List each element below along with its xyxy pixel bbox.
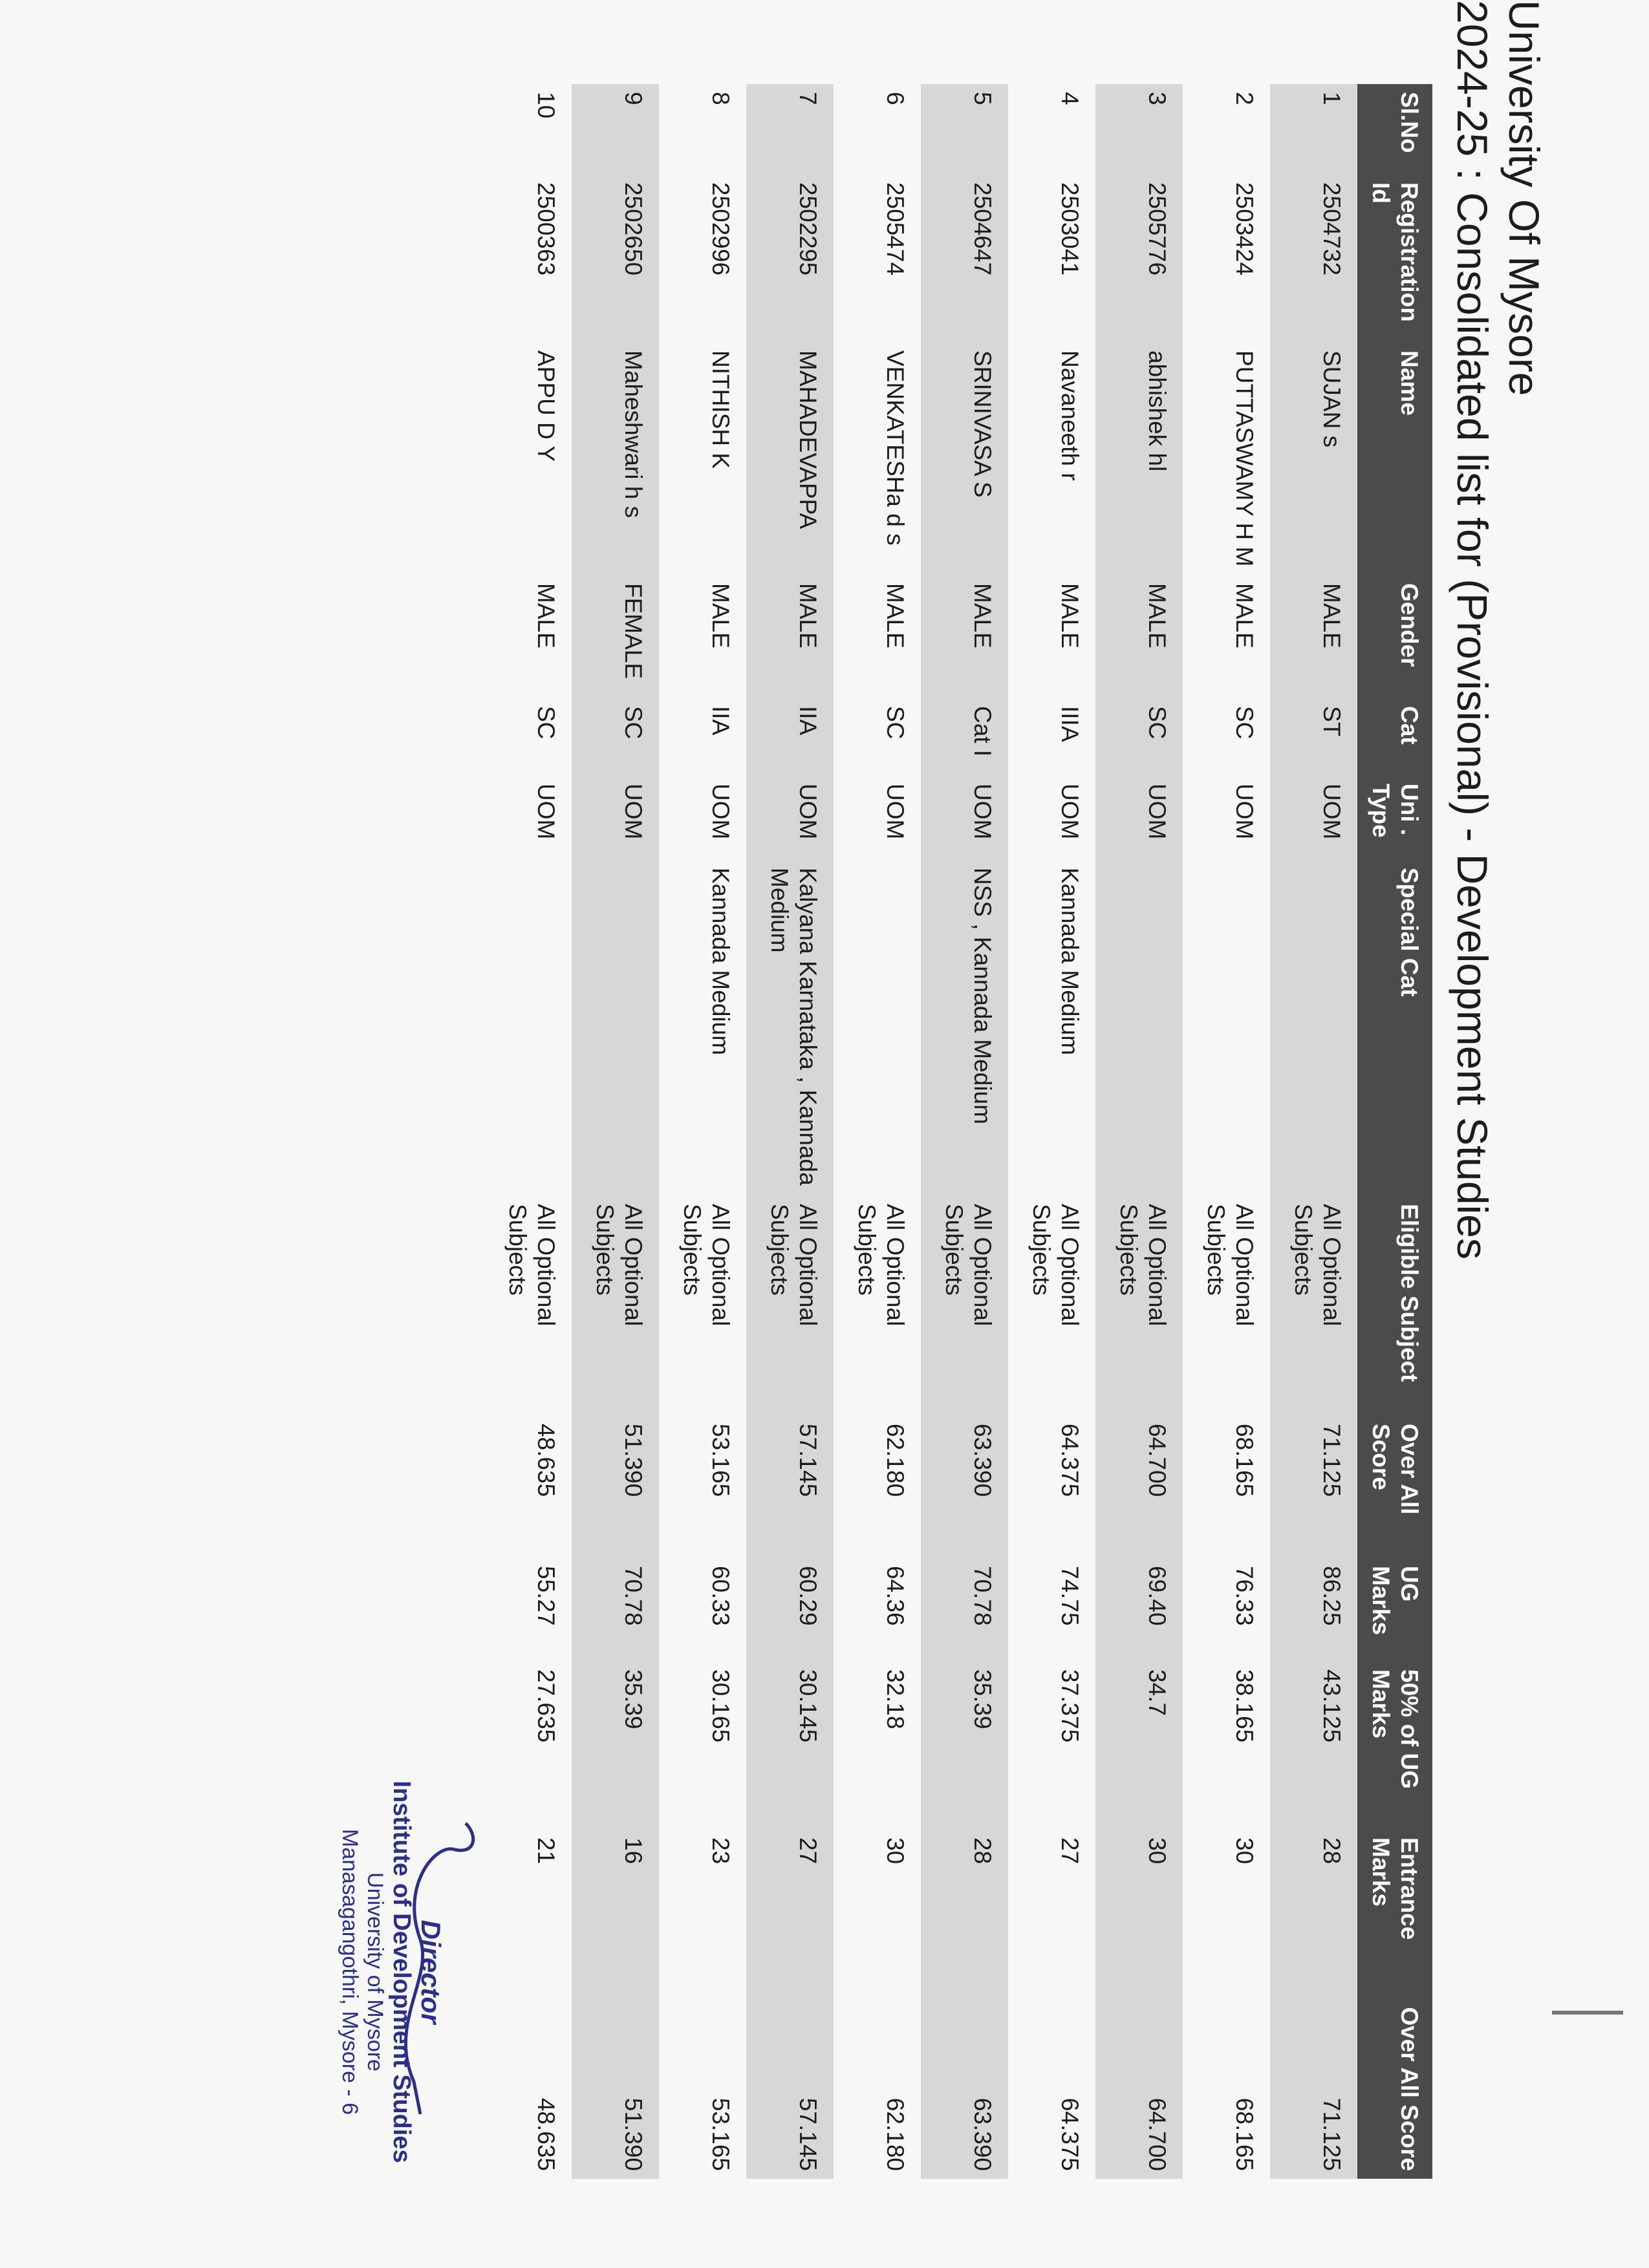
column-header: Cat [1357,698,1432,776]
table-row [834,84,921,2179]
table-cell: 68.165 [1231,1424,1258,1497]
stamp-director: Director [416,1920,446,2024]
table-cell: UOM [1319,784,1345,840]
table-cell: 28 [1319,1837,1345,1865]
table-cell: 23 [707,1837,734,1865]
table-cell: 70.78 [969,1566,996,1626]
table-cell: 2504647 [969,182,996,276]
table-cell: UOM [707,784,734,840]
table-cell: 62.180 [882,2097,909,2171]
table-cell: 63.390 [969,1424,996,1497]
table-row [1008,84,1095,2179]
table-cell: 64.700 [1144,1424,1170,1497]
table-cell: PUTTASWAMY H M [1231,350,1258,567]
table-cell: UOM [1231,784,1258,840]
table-cell: 7 [795,92,821,105]
table-cell: All Optional Subjects [766,1204,821,1327]
table-cell: 51.390 [620,2097,647,2171]
table-cell: SUJAN s [1319,350,1345,448]
merit-list-table [484,84,1432,2179]
column-header: Name [1357,343,1432,575]
table-cell: SC [533,706,559,740]
table-cell: 53.165 [707,2097,734,2171]
table-cell: 2504732 [1319,182,1345,276]
table-cell: NITHISH K [707,350,734,469]
table-cell: UOM [969,784,996,840]
table-cell: IIA [795,706,821,736]
table-cell: 60.33 [707,1566,734,1626]
table-cell: Kalyana Karnataka , Kannada Medium [766,868,821,1186]
table-cell: 64.700 [1144,2097,1170,2171]
table-cell: 76.33 [1231,1566,1258,1626]
table-cell: 71.125 [1319,2097,1345,2171]
table-cell: MALE [707,583,734,648]
table-cell: 53.165 [707,1424,734,1497]
table-cell: MALE [1057,583,1083,648]
table-cell: 69.40 [1144,1566,1170,1626]
table-cell: 2505776 [1144,182,1170,276]
table-cell: MALE [1319,583,1345,648]
table-cell: UOM [620,784,647,840]
stamp-university: University of Mysore [363,1872,387,2071]
table-cell: MALE [1231,583,1258,648]
table-cell: 4 [1057,92,1083,105]
table-cell: Navaneeth r [1057,350,1083,481]
table-row [1095,84,1183,2179]
table-cell [1270,860,1357,1196]
table-cell: APPU D Y [533,350,559,462]
table-cell: 68.165 [1231,2097,1258,2171]
table-cell: 2500363 [533,182,559,276]
table-row [572,84,659,2179]
table-cell: 30 [882,1837,909,1865]
table-row [746,84,834,2179]
column-header: Eligible Subject [1357,1196,1432,1416]
column-header: Sl.No [1357,84,1432,175]
table-cell [1183,860,1270,1196]
table-cell: 2503041 [1057,182,1083,276]
table-cell: 64.375 [1057,1424,1083,1497]
table-cell: FEMALE [620,583,647,679]
table-cell: SC [882,706,909,740]
table-cell: MAHADEVAPPA [795,350,821,530]
table-cell: Kannada Medium [707,868,734,1056]
university-title: University Of Mysore [1500,0,1548,396]
table-cell: 28 [969,1837,996,1865]
column-header: Special Cat [1357,860,1432,1196]
director-stamp [337,1746,504,2198]
table-cell: 55.27 [533,1566,559,1626]
table-cell: 27.635 [533,1669,559,1743]
column-header: Uni . Type [1357,776,1432,860]
table-header-row [1357,84,1432,2179]
table-cell: ST [1319,706,1345,737]
table-cell: Kannada Medium [1057,868,1083,1056]
column-header: Entrance Marks [1357,1830,1432,1985]
table-cell: 9 [620,92,647,105]
table-cell: 35.39 [969,1669,996,1729]
table-cell: IIA [707,706,734,736]
table-cell: 2502650 [620,182,647,276]
table-cell: 30.145 [795,1669,821,1743]
table-cell: VENKATESHa d s [882,350,909,546]
table-cell: 34.7 [1144,1669,1170,1717]
table-cell: 57.145 [795,1424,821,1497]
table-row [1270,84,1357,2179]
table-cell: 37.375 [1057,1669,1083,1743]
table-cell: NSS , Kannada Medium [969,868,996,1124]
table-cell: MALE [882,583,909,648]
table-cell: 43.125 [1319,1669,1345,1743]
table-cell: MALE [533,583,559,648]
table-cell: 27 [795,1837,821,1865]
table-cell: SC [1231,706,1258,740]
table-cell: 51.390 [620,1424,647,1497]
table-row [659,84,746,2179]
table-cell: 10 [533,92,559,119]
column-header: Registration Id [1357,175,1432,343]
column-header: Over All Score [1357,1985,1432,2179]
table-cell: UOM [533,784,559,840]
table-cell: All Optional Subjects [1290,1204,1345,1327]
table-row [921,84,1008,2179]
table-cell: SRINIVASA S [969,350,996,498]
table-cell: 2505474 [882,182,909,276]
table-cell: abhishek hl [1144,350,1170,472]
table-cell: 64.375 [1057,2097,1083,2171]
table-cell: All Optional Subjects [679,1204,734,1327]
table-cell: All Optional Subjects [854,1204,909,1327]
table-cell: 74.75 [1057,1566,1083,1626]
table-cell [1095,860,1183,1196]
scan-mark [1552,2011,1623,2015]
table-cell: 30 [1231,1837,1258,1865]
table-cell: UOM [1144,784,1170,840]
table-cell: All Optional Subjects [1116,1204,1170,1327]
table-cell: 35.39 [620,1669,647,1729]
table-cell: 3 [1144,92,1170,105]
table-cell: 16 [620,1837,647,1865]
table-cell: 21 [533,1837,559,1865]
table-cell: 63.390 [969,2097,996,2171]
table-cell: UOM [795,784,821,840]
table-cell: 2503424 [1231,182,1258,276]
table-cell: 27 [1057,1837,1083,1865]
table-cell: UOM [1057,784,1083,840]
table-row [1183,84,1270,2179]
table-cell: 6 [882,92,909,105]
table-cell: 2 [1231,92,1258,105]
column-header: UG Marks [1357,1558,1432,1662]
table-cell: 64.36 [882,1566,909,1626]
list-title: 2024-25 : Consolidated list for (Provisional) - Development Studies [1449,0,1496,1259]
table-cell: SC [1144,706,1170,740]
table-cell: 30.165 [707,1669,734,1743]
table-cell: 48.635 [533,2097,559,2171]
table-cell: All Optional Subjects [1203,1204,1258,1327]
table-cell: 38.165 [1231,1669,1258,1743]
table-body [484,84,1357,2179]
table-cell: 5 [969,92,996,105]
table-cell: 57.145 [795,2097,821,2171]
table-cell: 32.18 [882,1669,909,1729]
table-cell: 86.25 [1319,1566,1345,1626]
stamp-institute: Institute of Development Studies [388,1781,415,2163]
table-cell: All Optional Subjects [504,1204,559,1327]
table-cell [484,860,572,1196]
table-cell: MALE [969,583,996,648]
table-cell [572,860,659,1196]
table-cell: All Optional Subjects [1028,1204,1083,1327]
table-cell: 70.78 [620,1566,647,1626]
table-cell: 62.180 [882,1424,909,1497]
table-cell: UOM [882,784,909,840]
table-cell: 30 [1144,1837,1170,1865]
table-cell: All Optional Subjects [941,1204,996,1327]
table-cell: Maheshwari h s [620,350,647,519]
table-cell: IIIA [1057,706,1083,742]
table-cell: 71.125 [1319,1424,1345,1497]
table-cell: 60.29 [795,1566,821,1626]
column-header: 50% of UG Marks [1357,1662,1432,1830]
table-cell: Cat I [969,706,996,757]
table-cell: 2502295 [795,182,821,276]
column-header: Over All Score [1357,1416,1432,1558]
table-cell: 2502996 [707,182,734,276]
table-cell: MALE [1144,583,1170,648]
stamp-place: Manasagangothri, Mysore - 6 [338,1828,362,2115]
table-cell: All Optional Subjects [592,1204,647,1327]
table-cell: 1 [1319,92,1345,105]
table-cell: 8 [707,92,734,105]
table-cell [834,860,921,1196]
column-header: Gender [1357,575,1432,698]
table-cell: MALE [795,583,821,648]
table-cell: SC [620,706,647,740]
table-cell: 48.635 [533,1424,559,1497]
